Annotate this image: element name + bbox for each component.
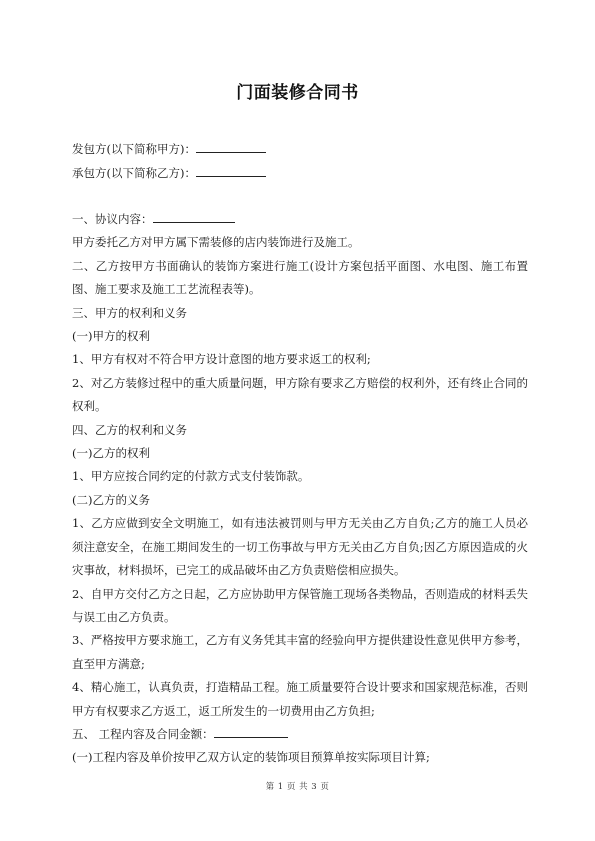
page-number-footer: 第 1 页 共 3 页 xyxy=(265,782,330,792)
paragraph: 3、严格按甲方要求施工，乙方有义务凭其丰富的经验向甲方提供建设性意见供甲方参考，直至甲方满意; xyxy=(72,633,528,671)
section-4-heading: 四、乙方的权利和义务 xyxy=(72,422,187,437)
paragraph: 甲方委托乙方对甲方属下需装修的店内装饰进行及施工。 xyxy=(72,235,360,250)
contract-amount-blank xyxy=(214,726,288,738)
section-5-heading: 五、 工程内容及合同金额： xyxy=(72,723,528,746)
paragraph: 4、精心施工，认真负责，打造精品工程。施工质量要符合设计要求和国家规范标准，否则甲方有权要求乙方返工，返工所发生的一切费用由乙方负担; xyxy=(72,680,528,718)
party-a-blank xyxy=(196,141,266,153)
paragraph: (一)工程内容及单价按甲乙双方认定的装饰项目预算单按实际项目计算; xyxy=(72,750,430,765)
party-b-label: 承包方(以下简称乙方)： xyxy=(72,166,196,180)
section-3-heading: 三、甲方的权利和义务 xyxy=(72,305,187,320)
agreement-content-blank xyxy=(153,211,235,223)
party-b-blank xyxy=(196,165,266,177)
party-a-label: 发包方(以下简称甲方)： xyxy=(72,142,196,156)
paragraph: 1、甲方有权对不符合甲方设计意图的地方要求返工的权利; xyxy=(72,352,371,367)
document-title: 门面装修合同书 xyxy=(236,83,359,103)
paragraph: 2、对乙方装修过程中的重大质量问题，甲方除有要求乙方赔偿的权利外，还有终止合同的权利。 xyxy=(72,375,528,414)
paragraph: 1、甲方应按合同约定的付款方式支付装饰款。 xyxy=(72,469,310,484)
subsection-heading: (一)甲方的权利 xyxy=(72,329,150,344)
subsection-heading: (一)乙方的权利 xyxy=(72,446,150,461)
paragraph: 1、乙方应做到安全文明施工，如有违法被罚则与甲方无关由乙方自负;乙方的施工人员必须注意安全，在施工期间发生的一切工伤事故与甲方无关由乙方自负;因乙方原因造成的火灾事故，材料损坏，已完工的成品破坏由乙方负责赔偿相应损失。 xyxy=(72,516,528,578)
contract-body xyxy=(72,208,528,770)
paragraph: 二、乙方按甲方书面确认的装饰方案进行施工(设计方案包括平面图、水电图、施工布置图、施工要求及施工工艺流程表等)。 xyxy=(72,258,528,297)
party-a-line xyxy=(72,141,266,157)
section-1-heading: 一、协议内容： xyxy=(72,208,528,231)
paragraph: 2、自甲方交付乙方之日起，乙方应协助甲方保管施工现场各类物品，否则造成的材料丢失与误工由乙方负责。 xyxy=(72,586,528,624)
party-b-line xyxy=(72,165,266,181)
subsection-heading: (二)乙方的义务 xyxy=(72,492,150,507)
